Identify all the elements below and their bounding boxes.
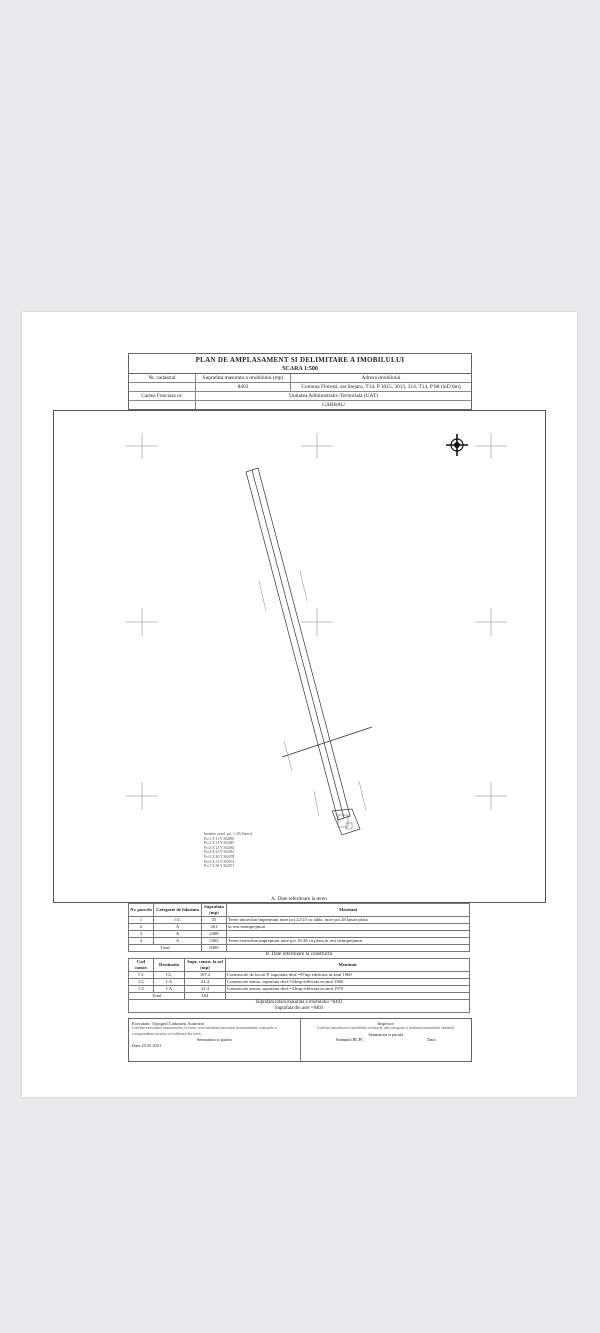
table-cell: 24.4	[185, 979, 226, 986]
executant-title: Executant: Topograf Cadastrist Autorizat	[132, 1021, 204, 1026]
executant-text: Confirm executarea masuratorilor la teren, corectitudinea intocmirii documentatiei cadastrale si corespondenta acesteia cu realitatea din teren	[132, 1026, 278, 1036]
table-cell: CA	[154, 986, 185, 993]
plot-area	[53, 410, 546, 903]
grid-cross-icon	[126, 433, 507, 810]
total-value: 164	[185, 993, 226, 1000]
column-header: Categorie de folosinta	[154, 904, 202, 917]
total-label: Total	[129, 993, 185, 1000]
uat-value: GARBAU	[322, 402, 345, 408]
column-header: Cod constr.	[129, 959, 154, 972]
area-value: 8403	[196, 383, 291, 391]
table-cell	[226, 993, 470, 1000]
table-cell: CA	[154, 979, 185, 986]
table-cell: Teren extravilan imprejmuit intre pct.19-28 cu plasa in rest neimprejmuit	[227, 938, 470, 945]
table-cell: Constructie de locuit P, suprafata desf.=97mp edificata in anul 1960	[226, 972, 470, 979]
table-cell: 261	[202, 924, 227, 931]
table-header-row	[129, 959, 470, 972]
table-cell: 4	[129, 938, 154, 945]
north-arrow-icon	[446, 434, 468, 456]
land-book-value	[129, 401, 196, 409]
legend-line: Inventar coord. pct. 1-28 (Stereo)	[204, 832, 253, 836]
cadastral-value	[129, 383, 196, 391]
inspector-text: Confirm introducerea imobilului in baza de date integrata si atribuirea numarului cadastral	[317, 1026, 455, 1031]
parcel-outline	[246, 468, 372, 835]
table-cell: CC	[154, 917, 202, 924]
coordinates-legend	[204, 832, 252, 869]
inspector-stamp: Stampila BCPI	[335, 1037, 363, 1043]
table-cell: 32.4	[185, 986, 226, 993]
table-cell: C3	[129, 986, 154, 993]
uat-label: Unitatea Administrativ-Teritoriala (UAT)	[289, 393, 378, 399]
inspector-signature: Semnatura si parafa	[368, 1031, 404, 1037]
header-row-uat-value	[129, 401, 471, 409]
total-value: 8400	[202, 945, 227, 952]
area-label: Suprafata masurata a imobilului (mp)	[196, 374, 291, 382]
cadastral-label: Nr. cadastral	[129, 374, 196, 382]
header-table	[128, 353, 472, 410]
table-cell: C1	[129, 972, 154, 979]
column-header: Mentiuni	[226, 959, 470, 972]
table-row	[129, 924, 470, 931]
legend-line: Pct.7 X 60 Y 562071	[204, 864, 235, 869]
table-cell: A	[154, 924, 202, 931]
legend-line: Pct.1 X 11 Y 562090	[204, 836, 235, 841]
column-header: Nr. parcela	[129, 904, 154, 917]
table-cell: A	[154, 938, 202, 945]
summary-total-area: Suprafata totala masurata a imobilului =8403	[255, 1000, 343, 1005]
legend-line: Pct.5 X 40 Y 562078	[204, 854, 235, 859]
header-row-labels	[129, 374, 471, 383]
executant-signature: Semnatura si parafa	[196, 1037, 232, 1043]
executant-date: Data 25.05.2021	[132, 1042, 162, 1048]
address-value: Comuna Florești, sat Stejaru, T14, P 3015, 3013, 314, T14, P 88 (inD 8m)	[301, 384, 461, 390]
section-a	[128, 895, 470, 952]
table-cell: Teren intravilan imprejmuit intre pct.22-25 cu tabla, intre pct.28 latura plasa	[227, 917, 470, 924]
inspector-title: Inspector	[377, 1021, 394, 1026]
table-row	[129, 979, 470, 986]
table-cell: 2	[129, 924, 154, 931]
section-b-table	[128, 958, 470, 1000]
legend-line: Pct.2 X 14 Y 562087	[204, 841, 235, 846]
section-a-table	[128, 903, 470, 952]
summary-box	[128, 1000, 470, 1013]
section-b-title: B. Date referitoare la constructii	[265, 951, 333, 957]
table-row	[129, 917, 470, 924]
table-cell: 35	[202, 917, 227, 924]
table-cell: C2	[129, 979, 154, 986]
parcel-drawing	[54, 411, 545, 902]
table-row	[129, 938, 470, 945]
table-cell: 3	[129, 931, 154, 938]
column-header: Suprafata (mp)	[202, 904, 227, 917]
table-header-row	[129, 904, 470, 917]
table-row	[129, 931, 470, 938]
table-cell	[227, 931, 470, 938]
table-cell: in rest neimprejmuit	[227, 924, 470, 931]
summary-deed-area: Suprafata din acte =8403	[274, 1006, 324, 1011]
section-a-title: A. Date referitoare la teren	[271, 896, 327, 902]
legend-line: Pct.3 X 23 Y 562084	[204, 845, 235, 850]
total-label: Total	[129, 945, 202, 952]
signature-footer	[128, 1018, 472, 1062]
plan-scale: SCARA 1:500	[129, 365, 471, 374]
table-cell: 5402	[202, 938, 227, 945]
column-header: Destinatia	[154, 959, 185, 972]
table-cell: Constructie anexa, suprafata desf.=32mp edificata in anul 1970	[226, 986, 470, 993]
legend-line: Pct.4 X 31 Y 562081	[204, 850, 235, 855]
table-row	[129, 972, 470, 979]
inspector-block	[301, 1019, 472, 1061]
table-cell: A	[154, 931, 202, 938]
section-b	[128, 950, 470, 1013]
legend-line: Pct.6 X 51 Y 562074	[204, 859, 235, 864]
table-cell: 1	[129, 917, 154, 924]
header-row-uat	[129, 392, 471, 401]
table-cell: Constructie anexa, suprafata desf.=24mp edificata in anul 1960	[226, 979, 470, 986]
plan-title: PLAN DE AMPLASAMENT SI DELIMITARE A IMOBILULUI	[195, 356, 405, 364]
table-row	[129, 986, 470, 993]
table-cell: 2498	[202, 931, 227, 938]
column-header: Supr. constr. la sol (mp)	[185, 959, 226, 972]
table-cell: 107.2	[185, 972, 226, 979]
executant-block	[129, 1019, 301, 1061]
inspector-date-label: Data	[427, 1037, 436, 1043]
table-cell: CL	[154, 972, 185, 979]
table-total-row	[129, 993, 470, 1000]
column-header: Mentiuni	[227, 904, 470, 917]
address-label: Adresa imobilului	[361, 375, 401, 381]
header-row-values	[129, 383, 471, 392]
land-book-label: Cartea Funciara nr.	[129, 392, 196, 400]
